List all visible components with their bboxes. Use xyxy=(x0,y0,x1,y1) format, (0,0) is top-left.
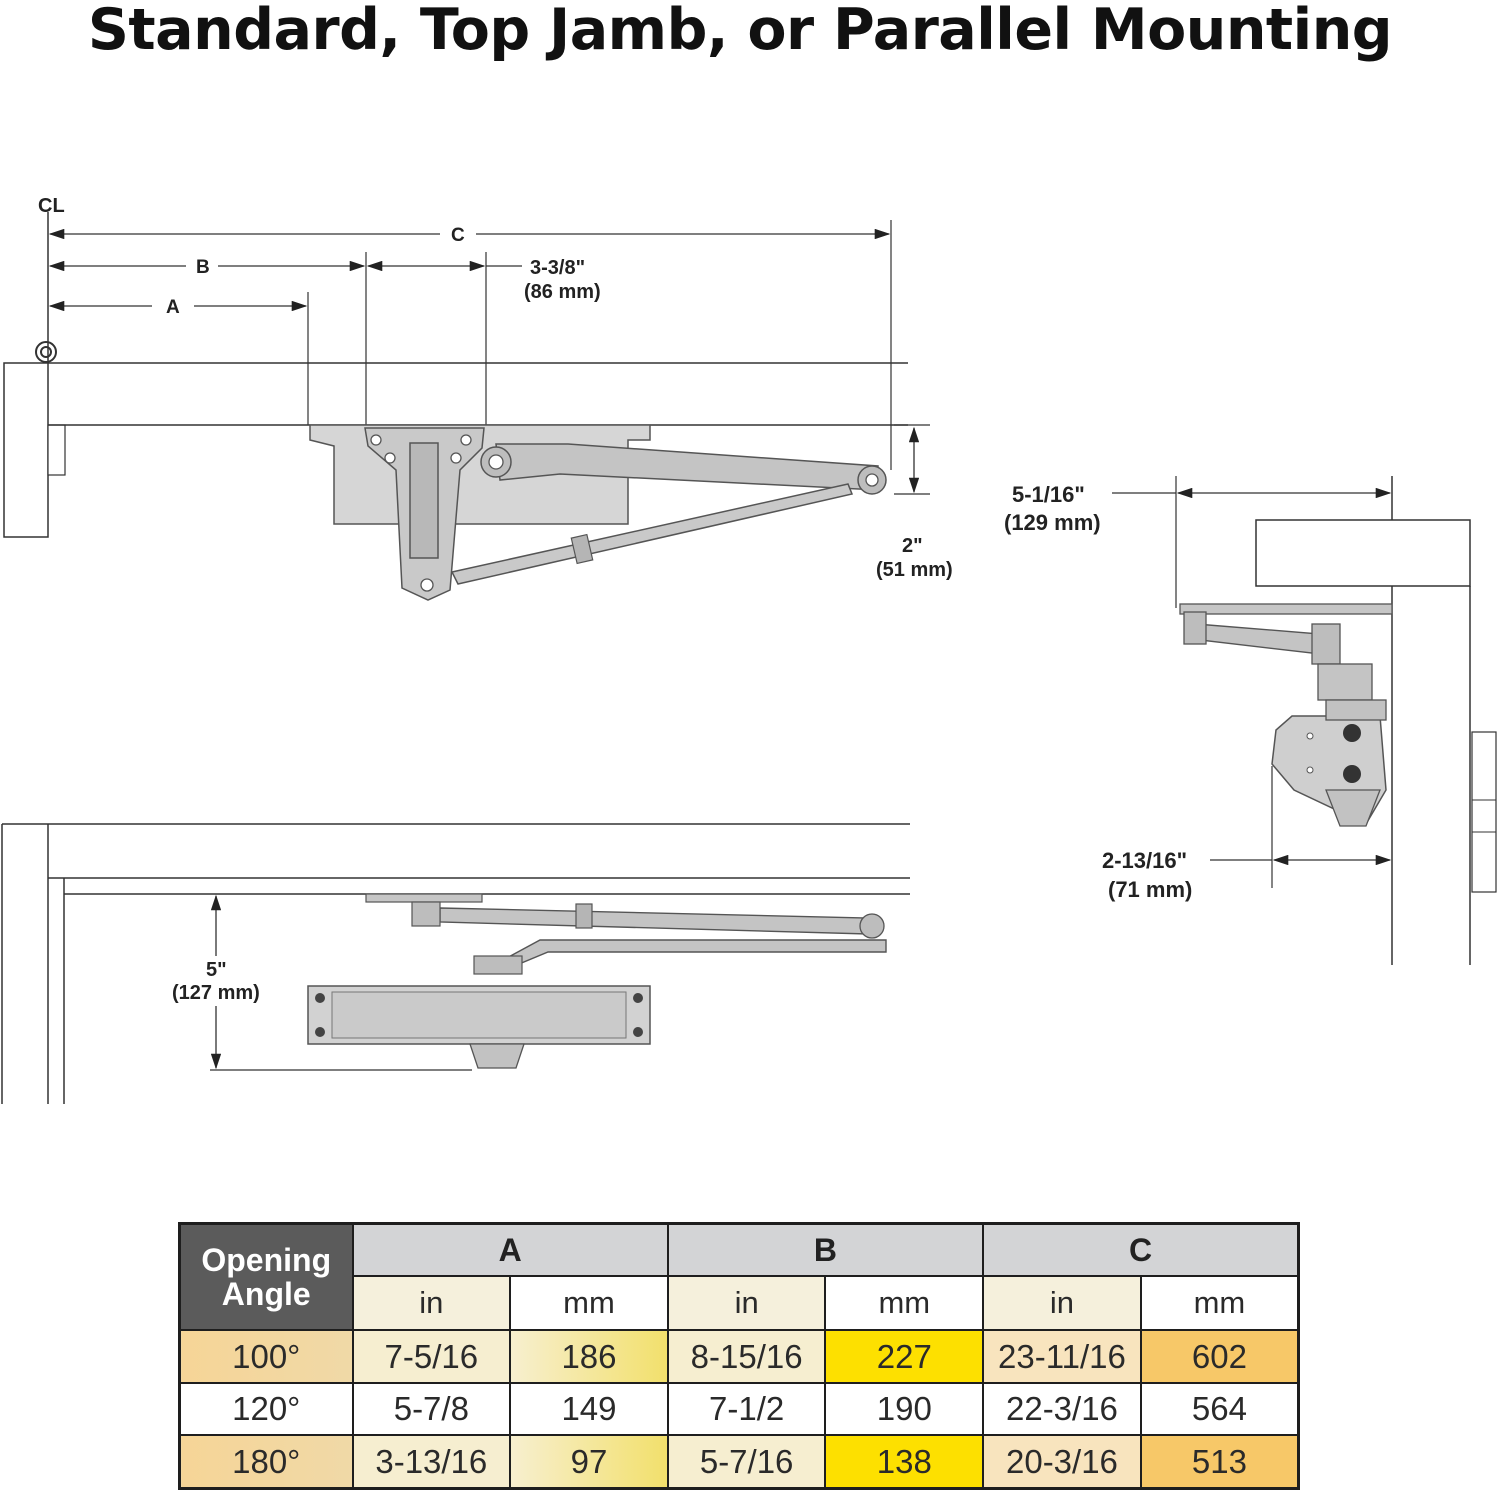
table-row xyxy=(180,1330,1299,1383)
table-row xyxy=(180,1383,1299,1435)
table-cell: 5-7/16 xyxy=(668,1435,826,1489)
door-frame xyxy=(4,363,48,537)
table-cell: 8-15/16 xyxy=(668,1330,826,1383)
table-cell: 190 xyxy=(825,1383,983,1435)
table-cell: 564 xyxy=(1141,1383,1299,1435)
unit-header: in xyxy=(983,1276,1141,1330)
table-cell: 20-3/16 xyxy=(983,1435,1141,1489)
table-cell: 186 xyxy=(510,1330,668,1383)
table-cell: 513 xyxy=(1141,1435,1299,1489)
angle-cell: 180° xyxy=(180,1435,353,1489)
page-title: Standard, Top Jamb, or Parallel Mounting xyxy=(87,0,1393,63)
opening-angle-header xyxy=(180,1224,353,1331)
dim-2-in: 2" xyxy=(902,535,923,557)
dim-5-1-16-in: 5-1/16" xyxy=(1012,482,1085,507)
opening-angle-line2: Angle xyxy=(221,1276,311,1312)
table-cell: 7-1/2 xyxy=(668,1383,826,1435)
column-group-c: C xyxy=(983,1224,1298,1277)
dim-2-13-16-mm: (71 mm) xyxy=(1108,877,1193,902)
dim-label-a: A xyxy=(166,297,180,318)
dimension-table xyxy=(178,1222,1300,1490)
column-group-a: A xyxy=(353,1224,668,1277)
table-cell: 3-13/16 xyxy=(353,1435,511,1489)
top-jamb-view xyxy=(1004,476,1496,965)
hinge-pivot-icon xyxy=(36,342,56,362)
table-cell: 602 xyxy=(1141,1330,1299,1383)
dim-3-3-8-in: 3-3/8" xyxy=(530,257,586,279)
table-cell: 22-3/16 xyxy=(983,1383,1141,1435)
table-cell: 23-11/16 xyxy=(983,1330,1141,1383)
column-group-b: B xyxy=(668,1224,983,1277)
dim-2-13-16-in: 2-13/16" xyxy=(1102,848,1188,873)
unit-header: mm xyxy=(510,1276,668,1330)
centerline-symbol: CL xyxy=(38,195,65,217)
table-cell: 149 xyxy=(510,1383,668,1435)
parallel-mount-view xyxy=(2,824,910,1104)
table-cell: 97 xyxy=(510,1435,668,1489)
table-cell: 5-7/8 xyxy=(353,1383,511,1435)
unit-header: mm xyxy=(825,1276,983,1330)
unit-header: in xyxy=(353,1276,511,1330)
angle-cell: 100° xyxy=(180,1330,353,1383)
table-cell: 227 xyxy=(825,1330,983,1383)
dim-5-mm: (127 mm) xyxy=(172,982,260,1004)
unit-header: in xyxy=(668,1276,826,1330)
dim-5-1-16-mm: (129 mm) xyxy=(1004,510,1101,535)
table-row xyxy=(180,1435,1299,1489)
table-cell: 138 xyxy=(825,1435,983,1489)
unit-header: mm xyxy=(1141,1276,1299,1330)
dim-2-mm: (51 mm) xyxy=(876,559,953,581)
dim-5-in: 5" xyxy=(206,959,227,981)
dim-label-c: C xyxy=(451,225,465,246)
angle-cell: 120° xyxy=(180,1383,353,1435)
opening-angle-line1: Opening xyxy=(201,1242,332,1278)
dim-3-3-8-mm: (86 mm) xyxy=(524,281,601,303)
standard-mount-view xyxy=(4,195,953,600)
table-cell: 7-5/16 xyxy=(353,1330,511,1383)
dim-label-b: B xyxy=(196,257,210,278)
